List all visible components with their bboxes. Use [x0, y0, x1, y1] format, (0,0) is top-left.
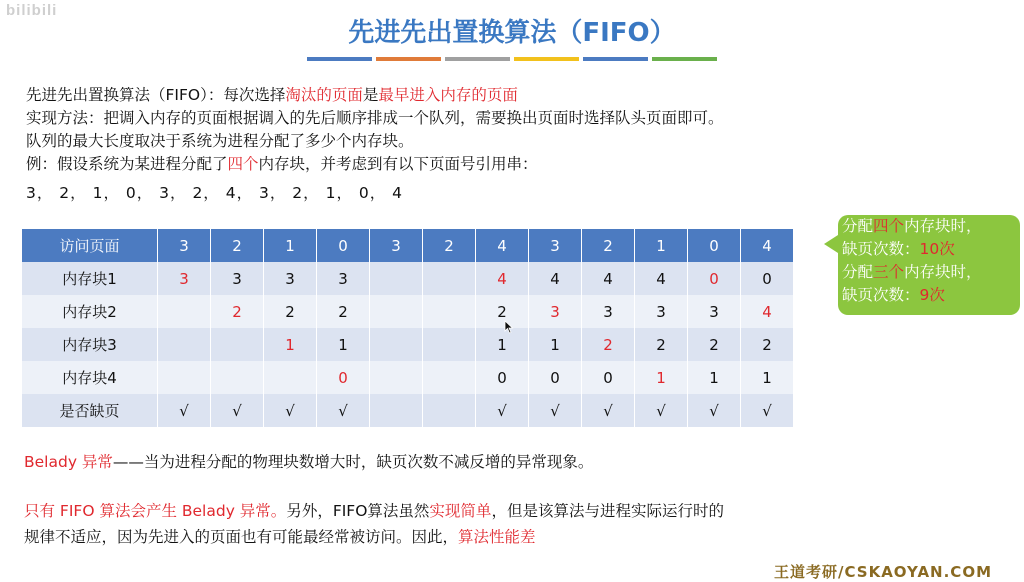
intro-line-4-text: 例：假设系统为某进程分配了	[26, 155, 228, 173]
memory-cell: 2	[582, 328, 635, 361]
memory-cell: √	[688, 394, 741, 427]
intro-line-4-tail: 内存块，并考虑到有以下页面号引用串：	[258, 155, 538, 173]
memory-cell: 2	[688, 328, 741, 361]
memory-cell: √	[582, 394, 635, 427]
memory-cell: 0	[582, 361, 635, 394]
table-row	[22, 328, 794, 361]
memory-cell: 1	[635, 361, 688, 394]
memory-cell: √	[158, 394, 211, 427]
row-label: 内存块2	[22, 295, 158, 328]
memory-cell: 1	[741, 361, 794, 394]
callout-highlight: 9次	[919, 286, 945, 304]
page-reference-cell: 2	[582, 229, 635, 262]
page-reference-sequence: 3， 2， 1， 0， 3， 2， 4， 3， 2， 1， 0， 4	[26, 184, 404, 202]
memory-cell: 1	[476, 328, 529, 361]
summary-text: 规律不适应，因为先进入的页面也有可能最经常被访问。因此，	[24, 528, 459, 546]
summary-line-2	[24, 524, 1004, 550]
memory-cell	[211, 328, 264, 361]
footer-watermark: 王道考研/CSKAOYAN.COM	[774, 563, 992, 581]
memory-cell: 2	[635, 328, 688, 361]
page-reference-cell: 3	[158, 229, 211, 262]
bilibili-logo: bilibili	[6, 2, 58, 19]
memory-cell: √	[317, 394, 370, 427]
memory-cell: 3	[158, 262, 211, 295]
memory-cell	[370, 361, 423, 394]
row-label: 是否缺页	[22, 394, 158, 427]
intro-text	[26, 84, 1006, 205]
memory-cell: 2	[741, 328, 794, 361]
memory-cell: 3	[635, 295, 688, 328]
title-underline-segment	[376, 57, 441, 61]
callout-text: 缺页次数：	[842, 286, 920, 304]
fault-count-callout	[838, 215, 1020, 315]
page-reference-cell: 1	[264, 229, 317, 262]
fifo-table	[22, 229, 794, 427]
callout-line-4	[842, 284, 1016, 307]
table-row	[22, 394, 794, 427]
memory-cell: √	[211, 394, 264, 427]
memory-cell: 0	[529, 361, 582, 394]
memory-cell: 2	[317, 295, 370, 328]
callout-highlight: 10次	[919, 240, 955, 258]
memory-cell: √	[529, 394, 582, 427]
memory-cell: 2	[476, 295, 529, 328]
memory-cell: 3	[211, 262, 264, 295]
memory-cell: 4	[582, 262, 635, 295]
fifo-summary	[24, 498, 1004, 550]
memory-cell: √	[264, 394, 317, 427]
memory-cell	[423, 295, 476, 328]
intro-line-1-text: 先进先出置换算法（FIFO）：每次选择	[26, 86, 286, 104]
memory-cell: 1	[264, 328, 317, 361]
memory-cell	[158, 328, 211, 361]
belady-term: Belady 异常	[24, 453, 113, 471]
memory-cell: 2	[264, 295, 317, 328]
title-underline-segment	[652, 57, 717, 61]
memory-cell: 1	[688, 361, 741, 394]
intro-line-4-highlight: 四个	[227, 155, 259, 173]
memory-cell: 4	[476, 262, 529, 295]
memory-cell: 3	[529, 295, 582, 328]
callout-text: 缺页次数：	[842, 240, 920, 258]
summary-text: 另外，FIFO算法虽然	[286, 502, 430, 520]
memory-cell: 0	[317, 361, 370, 394]
intro-line-1-highlight-a: 淘汰的页面	[285, 86, 363, 104]
callout-text: 内存块时，	[904, 217, 982, 235]
memory-cell	[158, 295, 211, 328]
page-reference-cell: 3	[370, 229, 423, 262]
memory-cell: 3	[317, 262, 370, 295]
row-label: 内存块1	[22, 262, 158, 295]
callout-highlight: 四个	[873, 217, 905, 235]
memory-cell	[370, 394, 423, 427]
page-reference-cell: 3	[529, 229, 582, 262]
memory-cell	[423, 394, 476, 427]
table-header-label: 访问页面	[22, 229, 158, 262]
memory-cell: 4	[635, 262, 688, 295]
table-row	[22, 262, 794, 295]
summary-text: ，但是该算法与进程实际运行时的	[491, 502, 724, 520]
memory-cell: √	[635, 394, 688, 427]
intro-line-3: 队列的最大长度取决于系统为进程分配了多少个内存块。	[26, 132, 414, 150]
callout-highlight: 三个	[873, 263, 905, 281]
callout-line-3	[842, 261, 1016, 284]
memory-cell	[423, 361, 476, 394]
summary-highlight: 只有 FIFO 算法会产生 Belady 异常。	[24, 502, 287, 520]
intro-line-1-highlight-b: 最早进入内存的页面	[378, 86, 518, 104]
memory-cell	[423, 262, 476, 295]
memory-cell	[370, 262, 423, 295]
memory-cell	[370, 328, 423, 361]
summary-line-1	[24, 498, 1004, 524]
memory-cell: 4	[741, 295, 794, 328]
page-reference-cell: 4	[476, 229, 529, 262]
slide-title: 先进先出置换算法（FIFO）	[348, 18, 676, 48]
callout-text: 内存块时，	[904, 263, 982, 281]
title-underline-segment	[583, 57, 648, 61]
intro-line-1-joiner: 是	[362, 86, 379, 104]
intro-line-1	[26, 84, 1006, 107]
memory-cell: 3	[582, 295, 635, 328]
memory-cell: √	[741, 394, 794, 427]
memory-cell	[370, 295, 423, 328]
memory-cell	[158, 361, 211, 394]
memory-cell: 3	[688, 295, 741, 328]
title-underline-segment	[307, 57, 372, 61]
memory-cell: 1	[317, 328, 370, 361]
table-header-row	[22, 229, 794, 262]
belady-text: ——当为进程分配的物理块数增大时，缺页次数不减反增的异常现象。	[112, 453, 594, 471]
title-underline-segment	[445, 57, 510, 61]
belady-definition	[24, 450, 593, 472]
table-row	[22, 295, 794, 328]
memory-cell: 4	[529, 262, 582, 295]
summary-highlight: 实现简单	[429, 502, 492, 520]
page-reference-cell: 0	[688, 229, 741, 262]
memory-cell: 2	[211, 295, 264, 328]
table-row	[22, 361, 794, 394]
mouse-cursor-icon	[504, 320, 514, 334]
title-underline-segment	[514, 57, 579, 61]
row-label: 内存块4	[22, 361, 158, 394]
memory-cell: √	[476, 394, 529, 427]
memory-cell: 0	[688, 262, 741, 295]
callout-line-2	[842, 238, 1016, 261]
title-underline	[307, 57, 717, 61]
callout-line-1	[842, 215, 1016, 238]
memory-cell: 0	[741, 262, 794, 295]
memory-cell	[264, 361, 317, 394]
callout-text: 分配	[842, 263, 874, 281]
page-reference-cell: 2	[211, 229, 264, 262]
memory-cell	[211, 361, 264, 394]
page-reference-cell: 1	[635, 229, 688, 262]
memory-cell: 1	[529, 328, 582, 361]
memory-cell: 3	[264, 262, 317, 295]
memory-cell	[423, 328, 476, 361]
callout-text: 分配	[842, 217, 874, 235]
page-reference-cell: 0	[317, 229, 370, 262]
intro-line-4	[26, 153, 1006, 176]
summary-highlight: 算法性能差	[458, 528, 536, 546]
page-reference-cell: 4	[741, 229, 794, 262]
intro-line-2: 实现方法：把调入内存的页面根据调入的先后顺序排成一个队列，需要换出页面时选择队头页面即可。	[26, 109, 724, 127]
row-label: 内存块3	[22, 328, 158, 361]
page-reference-cell: 2	[423, 229, 476, 262]
memory-cell: 0	[476, 361, 529, 394]
